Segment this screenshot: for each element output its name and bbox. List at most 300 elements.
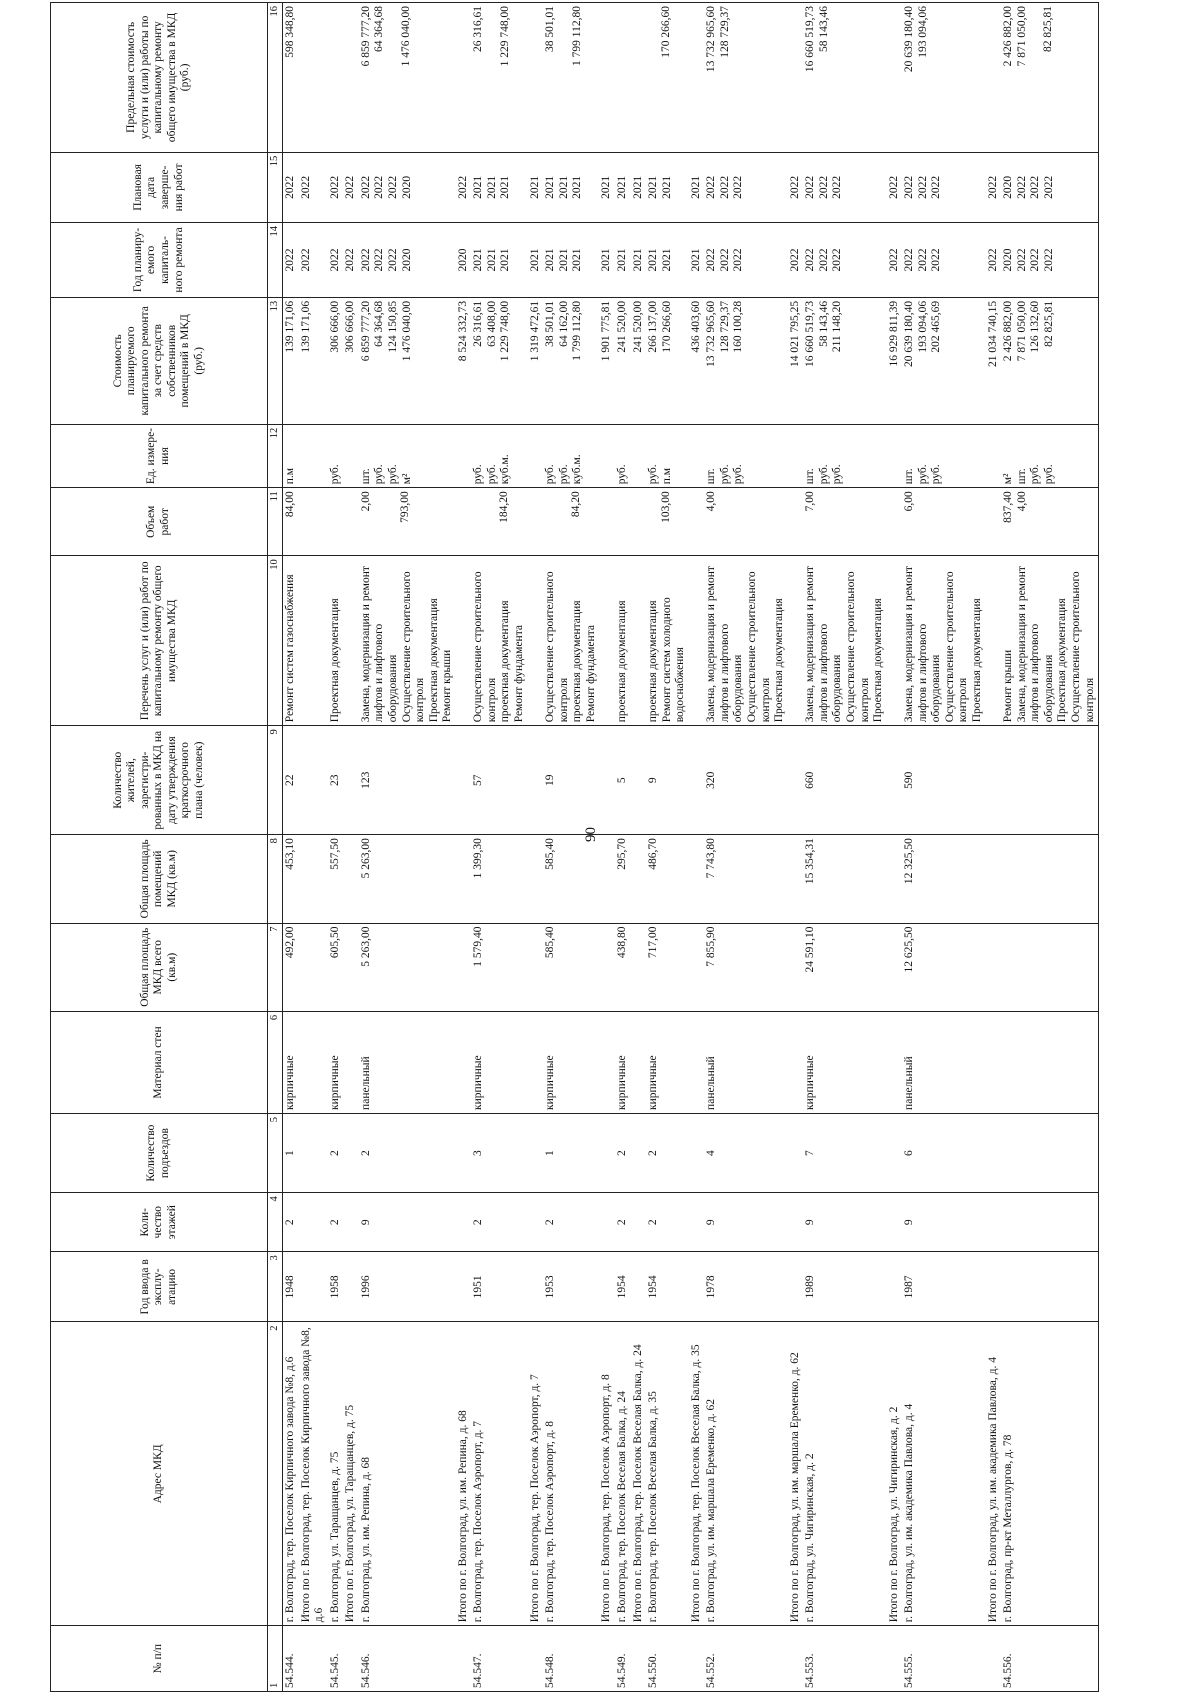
work-type-value: Замена, модернизация и ремонт лифтов и лифтового оборудования [705, 566, 745, 723]
limit-cost-value [930, 6, 943, 149]
unit-value: руб. [647, 464, 660, 485]
address-cell: Итого по г. Волгоград, тер. Поселок Веселая Балка, д. 35 [689, 1322, 705, 1626]
table-row [788, 3, 804, 1692]
limit-cost-value: 2 426 882,00 [1002, 6, 1015, 67]
planned-year-value: 2021 [472, 248, 485, 272]
premises-area-cell: 486,70 [646, 835, 689, 923]
work-volume-cell [704, 488, 787, 556]
limit-cost-value [732, 6, 745, 149]
completion-year-value: 2022 [817, 175, 830, 199]
work-type-value: Ремонт крыши [441, 649, 454, 723]
work-type-value: Замена, модернизация и ремонт лифтов и лифтового оборудования [804, 566, 844, 723]
work-volume-value [930, 491, 943, 552]
year-built-cell: 1978 [704, 1252, 787, 1322]
unit-value: руб. [557, 464, 570, 485]
residents-cell: 590 [902, 726, 985, 835]
row-number-cell [343, 1626, 359, 1692]
premises-area-cell [456, 835, 472, 923]
address-cell: г. Волгоград, ул. им. академика Павлова, д. 4 [902, 1322, 985, 1626]
planned-year-cell [803, 223, 886, 298]
year-built-cell [456, 1252, 472, 1322]
floors-cell: 2 [328, 1193, 344, 1252]
unit-cell [599, 424, 615, 487]
entrances-cell [887, 1113, 903, 1192]
year-built-cell: 1996 [359, 1252, 456, 1322]
work-type-cell [299, 556, 328, 726]
year-built-cell [599, 1252, 615, 1322]
planned-year-cell [456, 223, 472, 298]
premises-area-cell [788, 835, 804, 923]
unit-value: руб. [328, 464, 341, 485]
table-row [631, 3, 647, 1692]
floors-cell: 2 [283, 1193, 299, 1252]
planned-year-value: 2021 [631, 248, 644, 272]
row-number-cell: 54.556. [1001, 1626, 1098, 1692]
planned-cost-value: 13 732 965,60 [705, 300, 718, 367]
work-volume-value [632, 491, 645, 552]
planned-year-cell [528, 223, 544, 298]
limit-cost-cell [543, 3, 599, 153]
work-type-value [600, 559, 613, 722]
work-type-value [632, 559, 645, 722]
completion-year-cell [328, 152, 344, 222]
unit-value: шт. [1015, 468, 1028, 485]
completion-year-value: 2021 [600, 175, 613, 199]
residents-cell: 5 [615, 726, 631, 835]
planned-year-value: 2022 [359, 248, 372, 272]
entrances-cell [986, 1113, 1002, 1192]
work-volume-cell [631, 488, 647, 556]
unit-value [888, 428, 901, 484]
planned-cost-value: 26 316,61 [472, 300, 485, 347]
residents-cell [299, 726, 328, 835]
limit-cost-value: 1 229 748,00 [498, 6, 511, 67]
planned-cost-value: 8 524 332,73 [456, 300, 469, 362]
total-area-cell: 492,00 [283, 923, 299, 1011]
work-type-value: Проектная документация [872, 598, 885, 723]
limit-cost-cell [471, 3, 527, 153]
planned-cost-cell [283, 297, 299, 424]
completion-year-value: 2022 [359, 175, 372, 199]
year-built-cell: 1953 [543, 1252, 599, 1322]
total-area-cell [343, 923, 359, 1011]
work-type-cell [359, 556, 456, 726]
work-volume-cell [359, 488, 456, 556]
unit-cell [343, 424, 359, 487]
table-row [986, 3, 1002, 1692]
completion-year-cell [283, 152, 299, 222]
work-type-value: Осуществление строительного контроля [544, 571, 570, 723]
unit-cell [788, 424, 804, 487]
address-cell: Итого по г. Волгоград, ул. им. академика Павлова, д. 4 [986, 1322, 1002, 1626]
column-header: Общая площадь помещений МКД (кв.м) [51, 835, 268, 923]
planned-cost-value: 82 825,81 [1042, 300, 1055, 347]
entrances-cell [299, 1113, 328, 1192]
premises-area-cell: 557,50 [328, 835, 344, 923]
table-row [528, 3, 544, 1692]
planned-year-value: 2022 [887, 248, 900, 272]
completion-year-value: 2022 [344, 175, 357, 199]
total-area-cell [689, 923, 705, 1011]
planned-cost-cell [1001, 297, 1098, 424]
row-number-cell: 54.549. [615, 1626, 631, 1692]
completion-year-cell [902, 152, 985, 222]
completion-year-cell [528, 152, 544, 222]
completion-year-cell [299, 152, 328, 222]
unit-value: руб. [916, 464, 929, 485]
unit-value: руб. [1029, 464, 1042, 485]
rotated-table-wrapper [50, 2, 1120, 1692]
planned-cost-value: 20 639 180,40 [903, 300, 916, 367]
row-number-cell: 54.553. [803, 1626, 886, 1692]
work-volume-cell [803, 488, 886, 556]
planned-cost-cell [704, 297, 787, 424]
completion-year-cell [803, 152, 886, 222]
planned-year-cell [543, 223, 599, 298]
work-type-value [457, 559, 470, 722]
residents-cell: 320 [704, 726, 787, 835]
planned-cost-cell [328, 297, 344, 424]
planned-cost-cell [471, 297, 527, 424]
limit-cost-value: 16 660 519,73 [804, 6, 817, 73]
limit-cost-value [632, 6, 645, 149]
unit-cell [471, 424, 527, 487]
wall-material-cell [986, 1011, 1002, 1113]
planned-year-value: 2020 [400, 248, 413, 272]
planned-year-cell [615, 223, 631, 298]
year-built-cell [689, 1252, 705, 1322]
work-type-value [529, 559, 542, 722]
column-number: 5 [268, 1113, 283, 1192]
unit-cell [646, 424, 689, 487]
planned-cost-value: 124 150,85 [386, 300, 399, 353]
year-built-cell [299, 1252, 328, 1322]
total-area-cell: 438,80 [615, 923, 631, 1011]
residents-cell [986, 726, 1002, 835]
premises-area-cell: 295,70 [615, 835, 631, 923]
wall-material-cell: кирпичные [471, 1011, 527, 1113]
planned-cost-value: 211 148,20 [831, 300, 844, 353]
address-cell: г. Волгоград, ул. им. Репина, д. 68 [359, 1322, 456, 1626]
planned-year-value: 2020 [1002, 248, 1015, 272]
planned-year-value: 2021 [615, 248, 628, 272]
column-header: № п/п [51, 1626, 268, 1692]
entrances-cell: 6 [902, 1113, 985, 1192]
premises-area-cell: 5 263,00 [359, 835, 456, 923]
planned-cost-cell [528, 297, 544, 424]
wall-material-cell: кирпичные [543, 1011, 599, 1113]
planned-year-value: 2022 [916, 248, 929, 272]
work-volume-cell [646, 488, 689, 556]
address-cell: Итого по г. Волгоград, тер. Поселок Веселая Балка, д. 24 [631, 1322, 647, 1626]
planned-cost-value: 63 408,00 [485, 300, 498, 347]
planned-cost-cell [788, 297, 804, 424]
planned-cost-value: 16 929 811,39 [887, 300, 900, 367]
floors-cell: 9 [803, 1193, 886, 1252]
unit-cell [283, 424, 299, 487]
unit-value [344, 428, 357, 484]
work-volume-value: 837,40 [1002, 491, 1015, 523]
work-volume-value [529, 491, 542, 552]
row-number-cell: 54.545. [328, 1626, 344, 1692]
total-area-cell [986, 923, 1002, 1011]
row-number-cell: 54.546. [359, 1626, 456, 1692]
completion-year-cell [646, 152, 689, 222]
work-volume-cell [299, 488, 328, 556]
planned-cost-value: 241 520,00 [631, 300, 644, 353]
work-type-value: Замена, модернизация и ремонт лифтов и лифтового оборудования [359, 566, 399, 723]
year-built-cell: 1954 [615, 1252, 631, 1322]
floors-cell: 2 [543, 1193, 599, 1252]
completion-year-value: 2022 [986, 175, 999, 199]
planned-cost-cell [986, 297, 1002, 424]
address-cell: Итого по г. Волгоград, тер. Поселок Аэропорт, д. 7 [528, 1322, 544, 1626]
wall-material-cell [599, 1011, 615, 1113]
work-volume-value: 103,00 [660, 491, 673, 523]
floors-cell [689, 1193, 705, 1252]
planned-cost-value: 193 094,06 [916, 300, 929, 353]
planned-year-cell [689, 223, 705, 298]
limit-cost-cell [456, 3, 472, 153]
residents-cell: 57 [471, 726, 527, 835]
wall-material-cell: кирпичные [803, 1011, 886, 1113]
row-number-cell [299, 1626, 328, 1692]
year-built-cell [788, 1252, 804, 1322]
work-volume-value [647, 491, 660, 552]
work-type-cell [283, 556, 299, 726]
work-type-cell [615, 556, 631, 726]
work-volume-value [888, 491, 901, 552]
work-volume-value: 2,00 [359, 491, 372, 512]
table-row [299, 3, 328, 1692]
column-header: Объем работ [51, 488, 268, 556]
work-volume-value [789, 491, 802, 552]
floors-cell: 2 [615, 1193, 631, 1252]
completion-year-value: 2021 [571, 175, 584, 199]
column-number: 6 [268, 1011, 283, 1113]
completion-year-cell [788, 152, 804, 222]
planned-year-value: 2022 [328, 248, 341, 272]
limit-cost-value: 13 732 965,60 [705, 6, 718, 73]
total-area-cell [887, 923, 903, 1011]
work-volume-value [457, 491, 470, 552]
year-built-cell: 1987 [902, 1252, 985, 1322]
planned-year-value: 2022 [732, 248, 745, 272]
column-number: 8 [268, 835, 283, 923]
floors-cell: 9 [704, 1193, 787, 1252]
residents-cell: 123 [359, 726, 456, 835]
premises-area-cell [1001, 835, 1098, 923]
table-row [1001, 3, 1098, 1692]
work-volume-value [373, 491, 386, 552]
table-row [803, 3, 886, 1692]
planned-cost-cell [902, 297, 985, 424]
column-header: Стоимость планируемого капитального ремонта за счет средств собственников помещений в МКД (руб.) [51, 297, 268, 424]
unit-cell [1001, 424, 1098, 487]
completion-year-cell [986, 152, 1002, 222]
planned-year-cell [631, 223, 647, 298]
completion-year-value: 2022 [788, 175, 801, 199]
unit-value: шт. [359, 468, 372, 485]
residents-cell [1001, 726, 1098, 835]
planned-cost-value: 126 132,60 [1029, 300, 1042, 353]
row-number-cell [887, 1626, 903, 1692]
work-volume-value [544, 491, 557, 552]
planned-year-value: 2021 [499, 248, 512, 272]
work-volume-value [386, 491, 399, 552]
residents-cell [456, 726, 472, 835]
planned-cost-cell [646, 297, 689, 424]
completion-year-value: 2022 [1042, 175, 1055, 199]
work-type-cell [646, 556, 689, 726]
limit-cost-cell [631, 3, 647, 153]
premises-area-cell: 7 743,80 [704, 835, 787, 923]
floors-cell [456, 1193, 472, 1252]
address-cell: г. Волгоград, пр-кт Металлургов, д. 78 [1001, 1322, 1098, 1626]
floors-cell [528, 1193, 544, 1252]
limit-cost-cell [689, 3, 705, 153]
column-number: 3 [268, 1252, 283, 1322]
completion-year-cell [343, 152, 359, 222]
completion-year-cell [359, 152, 456, 222]
unit-value: м² [400, 473, 413, 485]
table-body [283, 3, 1099, 1692]
wall-material-cell [456, 1011, 472, 1113]
planned-cost-value: 1 476 040,00 [400, 300, 413, 362]
work-volume-cell [343, 488, 359, 556]
planned-cost-value: 241 520,00 [615, 300, 628, 353]
work-type-value [690, 559, 703, 722]
completion-year-cell [599, 152, 615, 222]
planned-cost-value: 306 666,00 [328, 300, 341, 353]
unit-value: руб. [472, 464, 485, 485]
wall-material-cell: кирпичные [646, 1011, 689, 1113]
row-number-cell: 54.544. [283, 1626, 299, 1692]
unit-value [632, 428, 645, 484]
work-type-value: Проектная документация [971, 598, 983, 723]
limit-cost-value [987, 6, 1000, 149]
table-row [599, 3, 615, 1692]
planned-cost-value: 306 666,00 [344, 300, 357, 353]
planned-cost-cell [456, 297, 472, 424]
planned-year-value: 2022 [817, 248, 830, 272]
floors-cell: 9 [902, 1193, 985, 1252]
premises-area-cell [689, 835, 705, 923]
unit-value: куб.м. [571, 454, 584, 485]
planned-year-value: 2021 [528, 248, 541, 272]
planned-cost-value: 202 465,69 [930, 300, 943, 353]
work-type-cell [631, 556, 647, 726]
column-header: Общая площадь МКД всего (кв.м) [51, 923, 268, 1011]
planned-cost-cell [631, 297, 647, 424]
work-type-cell [986, 556, 1002, 726]
address-cell: Итого по г. Волгоград, тер. Поселок Кирпичного завода №8, д.6 [299, 1322, 328, 1626]
unit-value [690, 428, 703, 484]
limit-cost-value: 193 094,06 [916, 6, 929, 58]
planned-year-cell [986, 223, 1002, 298]
work-type-value [888, 559, 901, 722]
wall-material-cell: кирпичные [615, 1011, 631, 1113]
wall-material-cell: кирпичные [283, 1011, 299, 1113]
work-type-cell [471, 556, 527, 726]
planned-year-value: 2022 [804, 248, 817, 272]
column-number: 12 [268, 424, 283, 487]
floors-cell: 9 [359, 1193, 456, 1252]
work-volume-value [917, 491, 930, 552]
premises-area-cell: 12 325,50 [902, 835, 985, 923]
unit-cell [689, 424, 705, 487]
work-volume-cell [599, 488, 615, 556]
work-type-cell [887, 556, 903, 726]
planned-year-value: 2021 [660, 248, 673, 272]
completion-year-cell [1001, 152, 1098, 222]
residents-cell [343, 726, 359, 835]
total-area-cell: 12 625,50 [902, 923, 985, 1011]
work-volume-cell [887, 488, 903, 556]
total-area-cell [1001, 923, 1098, 1011]
planned-cost-value: 139 171,06 [284, 300, 296, 353]
completion-year-value: 2021 [528, 175, 541, 199]
planned-year-value: 2022 [344, 248, 357, 272]
year-built-cell [1001, 1252, 1098, 1322]
table-row [704, 3, 787, 1692]
total-area-cell [528, 923, 544, 1011]
unit-value: п.м [284, 467, 296, 485]
work-volume-value: 6,00 [903, 491, 916, 512]
limit-cost-value: 1 476 040,00 [399, 6, 412, 67]
completion-year-value: 2022 [373, 175, 386, 199]
floors-cell [1001, 1193, 1098, 1252]
column-header: Год планиру- емого капиталь- ного ремонта [51, 223, 268, 298]
wall-material-cell [299, 1011, 328, 1113]
planned-year-value: 2020 [456, 248, 469, 272]
unit-cell [543, 424, 599, 487]
limit-cost-value: 64 364,68 [373, 6, 386, 52]
limit-cost-value [457, 6, 470, 149]
completion-year-cell [543, 152, 599, 222]
work-volume-value: 184,20 [498, 491, 511, 523]
work-type-cell [902, 556, 985, 726]
address-cell: г. Волгоград, тер. Поселок Кирпичного завода №8, д.6 [283, 1322, 299, 1626]
completion-year-value: 2022 [328, 175, 341, 199]
completion-year-cell [456, 152, 472, 222]
work-type-value [300, 559, 313, 722]
work-type-cell [343, 556, 359, 726]
completion-year-value: 2022 [887, 175, 900, 199]
planned-year-cell [704, 223, 787, 298]
table-row [902, 3, 985, 1692]
work-volume-cell [328, 488, 344, 556]
completion-year-value: 2020 [400, 175, 413, 199]
residents-cell [528, 726, 544, 835]
planned-year-value: 2022 [903, 248, 916, 272]
work-volume-value [1029, 491, 1042, 552]
work-type-value: проектная документация [615, 600, 628, 723]
limit-cost-cell [1001, 3, 1098, 153]
planned-year-value: 2022 [930, 248, 943, 272]
planned-cost-cell [689, 297, 705, 424]
planned-cost-value: 14 021 795,25 [788, 300, 801, 367]
address-cell: Итого по г. Волгоград, ул. им. маршала Еременко, д. 62 [788, 1322, 804, 1626]
floors-cell: 2 [471, 1193, 527, 1252]
total-area-cell: 717,00 [646, 923, 689, 1011]
limit-cost-value [600, 6, 613, 149]
premises-area-cell: 15 354,31 [803, 835, 886, 923]
entrances-cell: 2 [646, 1113, 689, 1192]
repair-plan-table [50, 2, 1099, 1692]
unit-cell [299, 424, 328, 487]
work-type-cell [704, 556, 787, 726]
